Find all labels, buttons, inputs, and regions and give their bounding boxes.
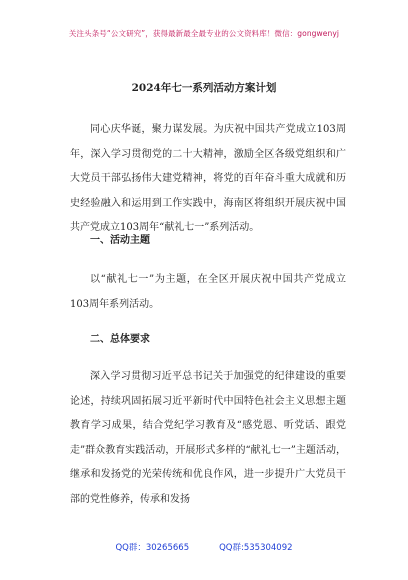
section-heading-theme: 一、活动主题 bbox=[90, 235, 150, 246]
section-body-requirements: 深入学习贯彻习近平总书记关于加强党的纪律建设的重要论述，持续巩固拓展习近平新时代中国特色社会主义思想主题教育学习成果，结合党纪学习教育及“感党恩、听党话、跟党走”群众教育实践活动，开展形式多样的“献礼七一”主题活动，继承和发扬党的光荣传统和优良作风，进一步提升广大党员干部的党性修养，传承和发扬 bbox=[70, 371, 346, 505]
document-title: 2024年七一系列活动方案计划 bbox=[131, 82, 277, 94]
intro-paragraph: 同心庆华诞，聚力谋发展。为庆祝中国共产党成立103周年，深入学习贯彻党的二十大精神，激励全区各级党组织和广大党员干部弘扬伟大建党精神，将党的百年奋斗重大成就和历史经验融入和运用到工作实践中，海南区将组织开展庆祝中国共产党成立103周年“献礼七一”系列活动。 bbox=[70, 124, 346, 233]
section-heading-requirements: 二、总体要求 bbox=[90, 334, 150, 345]
qq-group-left: QQ群：30265665 bbox=[115, 543, 190, 553]
footer-qq-groups bbox=[0, 541, 408, 553]
qq-group-right: QQ群:535304092 bbox=[219, 543, 293, 553]
header-note: 关注头条号“公文研究”，获得最新最全最专业的公文资料库！微信：gongwenyj bbox=[68, 29, 340, 38]
section-body-theme: 以“献礼七一”为主题，在全区开展庆祝中国共产党成立103周年系列活动。 bbox=[70, 274, 346, 310]
